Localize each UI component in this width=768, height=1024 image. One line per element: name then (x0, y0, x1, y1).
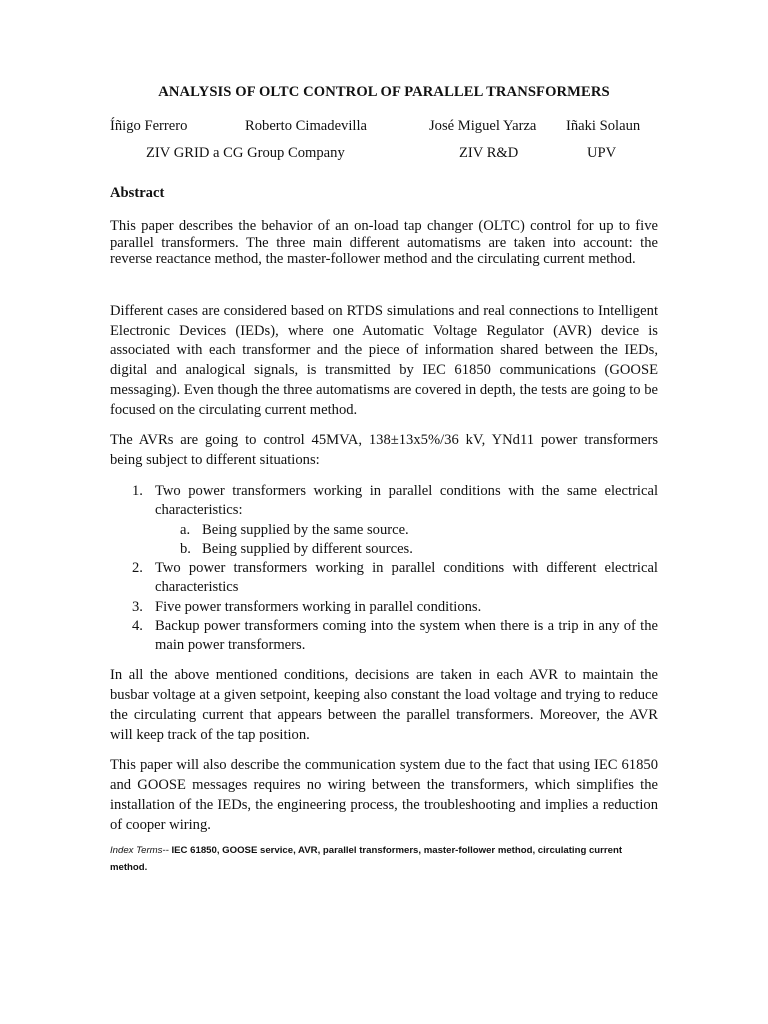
list-item-number: 1. (132, 483, 143, 499)
list-item-text: Two power transformers working in parallel conditions with the same electrical characteristics: (155, 483, 658, 519)
author-name: Iñaki Solaun (566, 118, 641, 134)
index-terms (110, 843, 660, 876)
abstract-paragraph: Different cases are considered based on RTDS simulations and real connections to Intelligent Electronic Devices (IEDs), where one Automatic Voltage Regulator (AVR) device is associated with each transformer and the piece of information shared between the IEDs, digital and analogical signals, is transmitted by IEC 61850 communications (GOOSE messaging). Even though the three automatisms are covered in depth, the tests are going to be focused on the circulating current method. (110, 303, 658, 418)
list-item (110, 482, 658, 521)
list-item-text: Backup power transformers coming into the system when there is a trip in any of the main power transformers. (155, 618, 658, 654)
author-affiliation: ZIV R&D (459, 145, 519, 161)
list-item (110, 598, 658, 617)
list-item-text: Being supplied by different sources. (202, 540, 413, 557)
list-subitem (110, 540, 658, 559)
list-item-number: 4. (132, 618, 143, 635)
list-item-text: Being supplied by the same source. (202, 521, 409, 538)
conditions-list (110, 482, 658, 656)
index-terms-label: Index Terms-- (110, 845, 169, 856)
author-affiliation: ZIV GRID a CG Group Company (146, 145, 345, 161)
list-item-number: 3. (132, 598, 143, 615)
list-item-number: 2. (132, 560, 143, 577)
index-terms-text: IEC 61850, GOOSE service, AVR, parallel transformers, master-follower method, circulating current method. (110, 845, 623, 873)
author-name: Roberto Cimadevilla (245, 118, 367, 134)
abstract-paragraph: The AVRs are going to control 45MVA, 138±13x5%/36 kV, YNd11 power transformers being subject to different situations: (110, 432, 658, 468)
list-item-number: a. (180, 521, 191, 538)
abstract-paragraph: This paper will also describe the communication system due to the fact that using IEC 61850 and GOOSE messages requires no wiring between the transformers, which simplifies the installation of the IEDs, the engineering process, the troubleshooting and implies a reduction of cooper wiring. (110, 757, 658, 833)
list-item-text: Five power transformers working in parallel conditions. (155, 598, 482, 615)
list-subitem (110, 521, 658, 540)
abstract-paragraph: In all the above mentioned conditions, decisions are taken in each AVR to maintain the busbar voltage at a given setpoint, keeping also constant the load voltage and trying to reduce the circulating current that appears between the parallel transformers. Moreover, the AVR will keep track of the tap position. (110, 667, 658, 743)
author-affiliation: UPV (587, 145, 617, 161)
list-item (110, 559, 658, 598)
author-name: José Miguel Yarza (429, 118, 537, 134)
abstract-paragraph: This paper describes the behavior of an on-load tap changer (OLTC) control for up to five parallel transformers. The three main different automatisms are taken into account: the reverse reactance method, the master-follower method and the circulating current method. (110, 218, 658, 267)
author-name: Íñigo Ferrero (110, 118, 188, 134)
paper-title: ANALYSIS OF OLTC CONTROL OF PARALLEL TRANSFORMERS (158, 84, 610, 100)
list-item-text: Two power transformers working in parallel conditions with different electrical characteristics (155, 560, 658, 596)
list-item (110, 617, 658, 656)
author-block (0, 118, 768, 162)
abstract-heading: Abstract (110, 185, 165, 201)
list-item-number: b. (180, 540, 191, 557)
